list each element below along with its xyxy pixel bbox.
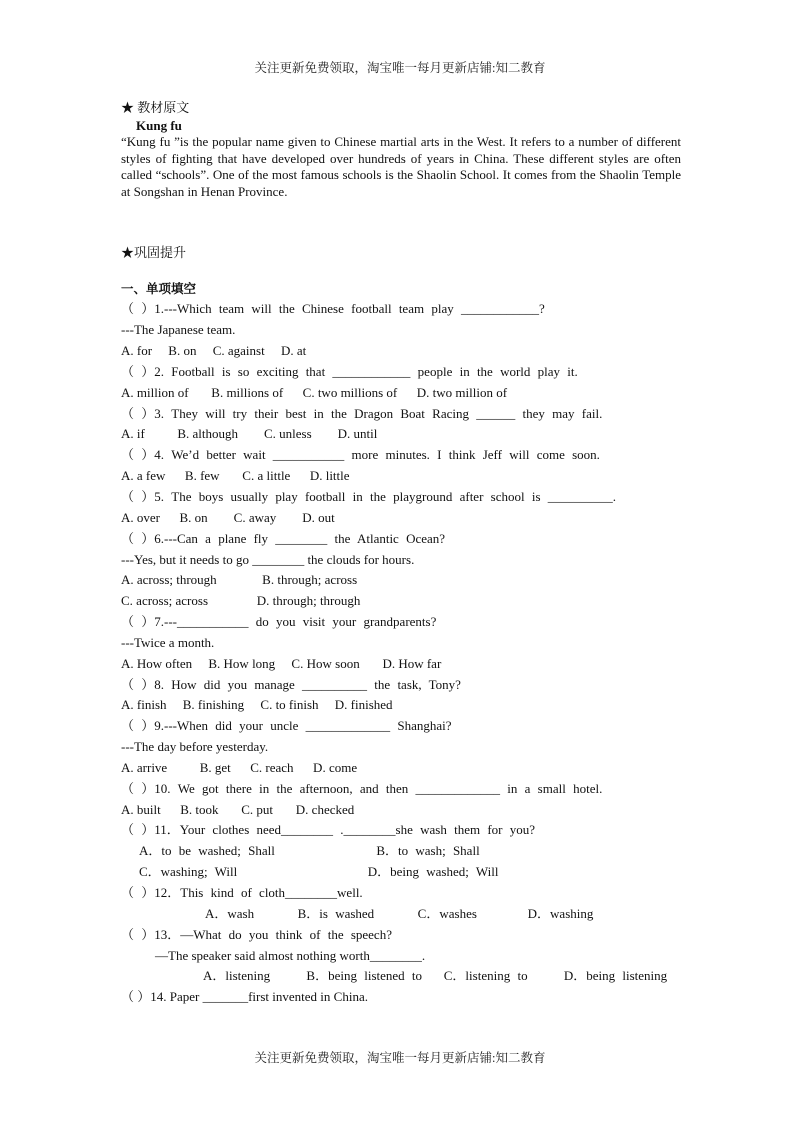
part-title-single-choice: 一、单项填空 (121, 281, 197, 297)
options-2: A. million of B. millions of C. two millions of D. two million of (121, 384, 508, 400)
question-4: （ ）4. We’d better wait ___________ more minutes. I think Jeff will come soon. (121, 447, 600, 463)
question-13: （ ）13．—What do you think of the speech? (121, 926, 392, 942)
question-6: （ ）6.---Can a plane fly ________ the Atlantic Ocean? (121, 530, 446, 546)
section-title-consolidation: ★巩固提升 (121, 245, 187, 261)
options-11a: A．to be washed; Shall B．to wash; Shall (139, 843, 480, 859)
options-13: A．listening B．being listened to C．listening to D．being listening (203, 968, 668, 984)
passage: “Kung fu ”is the popular name given to Chinese martial arts in the West. It refers to a number of different styles of fighting that have developed over hundreds of years in China. These different styles are often called “schools”. One of the most famous schools is the Shaolin School. It comes from the Shaolin Temple at Songshan in Henan Province. (121, 134, 681, 199)
options-6b: C. across; across D. through; through (121, 593, 361, 609)
page-footer: 关注更新免费领取，淘宝唯一每月更新店铺:知二教育 (254, 1051, 546, 1065)
question-9: （ ）9.---When did your uncle _____________ Shanghai? (121, 718, 452, 734)
question-10: （ ）10. We got there in the afternoon, and then _____________ in a small hotel. (121, 780, 603, 796)
options-3: A. if B. although C. unless D. until (121, 426, 378, 442)
question-12: （ ）12．This kind of cloth________well. (121, 885, 363, 900)
page-header: 关注更新免费领取，淘宝唯一每月更新店铺:知二教育 (254, 61, 546, 75)
answer-line: ---Twice a month. (121, 634, 215, 650)
document-content (121, 99, 681, 1008)
question-1: （ ）1.---Which team will the Chinese football team play ____________? (121, 301, 545, 317)
answer-line: ---The Japanese team. (121, 322, 236, 338)
answer-line: —The speaker said almost nothing worth________. (155, 947, 426, 963)
options-11b: C．washing; Will D．being washed; Will (139, 864, 499, 880)
article-title: Kung fu (136, 118, 182, 133)
question-14: （ ）14. Paper _______first invented in China. (121, 989, 368, 1005)
options-12: A．wash B．is washed C．washes D．washing (205, 905, 594, 921)
options-8: A. finish B. finishing C. to finish D. finished (121, 697, 393, 713)
question-8: （ ）8. How did you manage __________ the task, Tony? (121, 676, 461, 692)
question-11: （ ）11．Your clothes need________ .________she wash them for you? (121, 822, 536, 838)
options-7: A. How often B. How long C. How soon D. How far (121, 655, 442, 671)
options-6a: A. across; through B. through; across (121, 572, 358, 588)
options-5: A. over B. on C. away D. out (121, 509, 335, 525)
question-list (121, 299, 681, 1008)
options-4: A. a few B. few C. a little D. little (121, 468, 350, 484)
options-9: A. arrive B. get C. reach D. come (121, 759, 358, 775)
options-10: A. built B. took C. put D. checked (121, 801, 355, 817)
question-2: （ ）2. Football is so exciting that ____________ people in the world play it. (121, 363, 578, 379)
section-title-original-text: ★ 教材原文 (121, 100, 190, 115)
answer-line: ---Yes, but it needs to go ________ the clouds for hours. (121, 551, 415, 567)
options-1: A. for B. on C. against D. at (121, 343, 307, 359)
question-5: （ ）5. The boys usually play football in the playground after school is __________. (121, 488, 617, 504)
question-7: （ ）7.---___________ do you visit your grandparents? (121, 614, 437, 630)
question-3: （ ）3. They will try their best in the Dragon Boat Racing ______ they may fail. (121, 405, 603, 421)
answer-line: ---The day before yesterday. (121, 739, 269, 755)
